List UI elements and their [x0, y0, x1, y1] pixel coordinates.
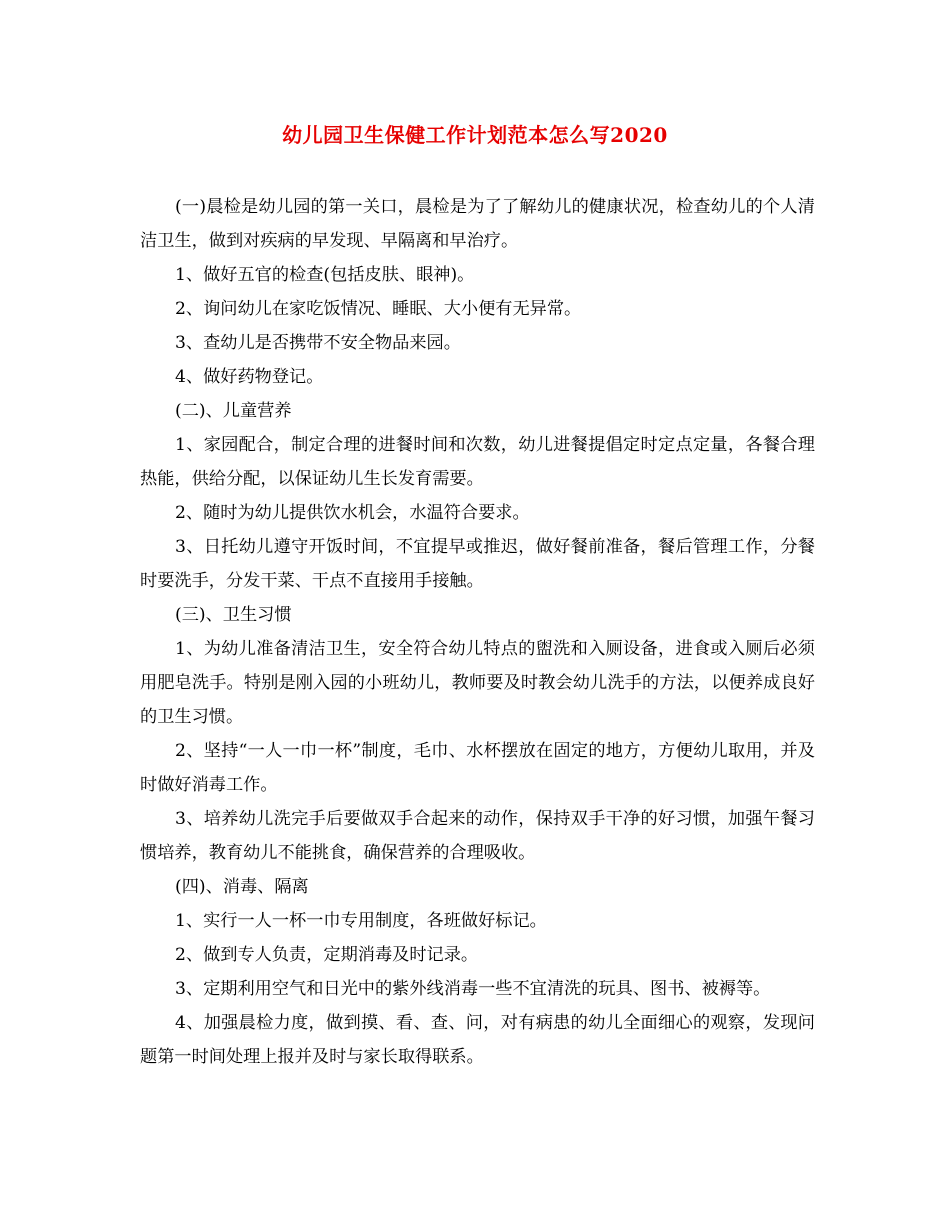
paragraph-morning-check-intro: (一)晨检是幼儿园的第一关口，晨检是为了了解幼儿的健康状况，检查幼儿的个人清洁卫生，做到对疾病的早发现、早隔离和早治疗。: [140, 197, 815, 251]
paragraph-nutrition-2: 2、随时为幼儿提供饮水机会，水温符合要求。: [175, 503, 530, 523]
section-heading-disinfection: (四)、消毒、隔离: [175, 877, 309, 897]
section-heading-hygiene: (三)、卫生习惯: [175, 605, 292, 625]
document-body: [140, 190, 815, 1074]
paragraph-morning-check-2: 2、询问幼儿在家吃饭情况、睡眠、大小便有无异常。: [175, 299, 582, 319]
paragraph-morning-check-3: 3、查幼儿是否携带不安全物品来园。: [175, 333, 461, 353]
paragraph-disinfection-3: 3、定期利用空气和日光中的紫外线消毒一些不宜清洗的玩具、图书、被褥等。: [175, 979, 771, 999]
paragraph-hygiene-1: 1、为幼儿准备清洁卫生，安全符合幼儿特点的盥洗和入厕设备，进食或入厕后必须用肥皂洗手。特别是刚入园的小班幼儿，教师要及时教会幼儿洗手的方法，以便养成良好的卫生习惯。: [140, 639, 815, 727]
paragraph-disinfection-2: 2、做到专人负责，定期消毒及时记录。: [175, 945, 479, 965]
document-title: 幼儿园卫生保健工作计划范本怎么写2020: [282, 123, 668, 147]
paragraph-disinfection-1: 1、实行一人一杯一巾专用制度，各班做好标记。: [175, 911, 547, 931]
paragraph-morning-check-4: 4、做好药物登记。: [175, 367, 324, 387]
paragraph-disinfection-4: 4、加强晨检力度，做到摸、看、查、问，对有病患的幼儿全面细心的观察，发现问题第一时间处理上报并及时与家长取得联系。: [140, 1013, 815, 1067]
paragraph-hygiene-3: 3、培养幼儿洗完手后要做双手合起来的动作，保持双手干净的好习惯，加强午餐习惯培养，教育幼儿不能挑食，确保营养的合理吸收。: [140, 809, 815, 863]
paragraph-nutrition-1: 1、家园配合，制定合理的进餐时间和次数，幼儿进餐提倡定时定点定量，各餐合理热能，供给分配，以保证幼儿生长发育需要。: [140, 435, 815, 489]
paragraph-hygiene-2: 2、坚持“一人一巾一杯”制度，毛巾、水杯摆放在固定的地方，方便幼儿取用，并及时做好消毒工作。: [140, 741, 815, 795]
section-heading-nutrition: (二)、儿童营养: [175, 401, 292, 421]
paragraph-nutrition-3: 3、日托幼儿遵守开饭时间，不宜提早或推迟，做好餐前准备，餐后管理工作，分餐时要洗手，分发干菜、干点不直接用手接触。: [140, 537, 815, 591]
paragraph-morning-check-1: 1、做好五官的检查(包括皮肤、眼神)。: [175, 265, 475, 285]
